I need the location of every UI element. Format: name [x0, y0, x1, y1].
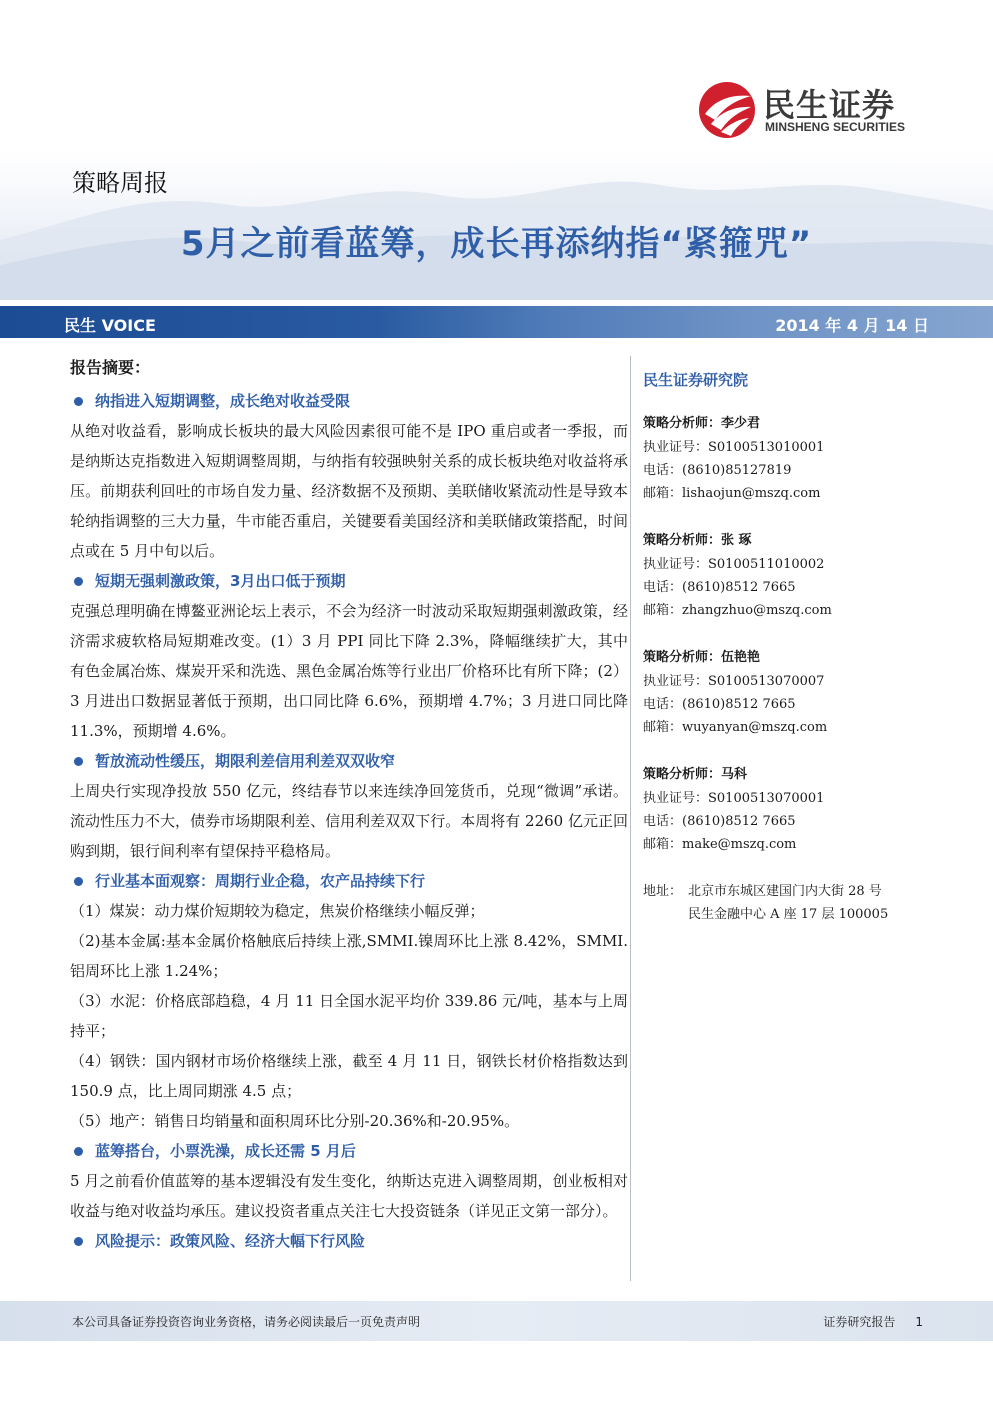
page-number: 1: [915, 1315, 923, 1329]
minsheng-logo-icon: [697, 80, 757, 140]
analyst-phone: 电话：(8610)85127819: [643, 463, 792, 478]
abstract-column: [70, 356, 628, 1256]
analyst-email[interactable]: 邮箱：lishaojun@mszq.com: [643, 486, 821, 501]
column-divider: [630, 356, 631, 1281]
series-name: 民生 VOICE: [64, 316, 156, 335]
address-block: [643, 880, 943, 926]
section-heading: [70, 746, 628, 776]
logo-chinese-name: 民生证券: [763, 86, 896, 124]
address-line: 民生金融中心 A 座 17 层 100005: [688, 907, 889, 922]
report-date: 2014 年 4 月 14 日: [775, 316, 929, 335]
abstract-section: [70, 746, 628, 866]
abstract-heading: 报告摘要：: [70, 358, 151, 377]
abstract-section: [70, 866, 628, 1136]
analyst-phone: 电话：(8610)8512 7665: [643, 814, 796, 829]
section-heading-text: 行业基本面观察：周期行业企稳，农产品持续下行: [95, 872, 426, 890]
section-heading: [70, 1136, 628, 1166]
address-label: 地址：: [643, 884, 683, 899]
analyst-card: [643, 412, 943, 505]
footer-right: [803, 1313, 923, 1330]
analyst-name: 策略分析师：张 琢: [643, 533, 752, 548]
analyst-name: 策略分析师：马科: [643, 767, 748, 782]
section-heading: [70, 566, 628, 596]
section-paragraph: 克强总理明确在博鳌亚洲论坛上表示，不会为经济一时波动采取短期强刺激政策，经济需求疲软格局短期难改变。(1）3 月 PPI 同比下降 2.3%，降幅继续扩大，其中有色金属冶炼、煤炭开采和洗选、黑色金属冶炼等行业出厂价格环比有所下降；(2）3 月进出口数据显著低于预期，出口同比降 6.6%，预期增 4.7%；3 月进口同比降 11.3%，预期增 4.6%。: [70, 602, 628, 740]
document-type: 策略周报: [72, 169, 168, 197]
footer-report-type: 证券研究报告: [823, 1315, 896, 1329]
section-heading-text: 风险提示：政策风险、经济大幅下行风险: [95, 1232, 366, 1250]
bullet-icon: [74, 1147, 83, 1156]
series-bar: [0, 306, 993, 338]
analyst-license: 执业证号：S0100513070007: [643, 674, 825, 689]
section-heading: [70, 866, 628, 896]
logo-english-name: MINSHENG SECURITIES: [765, 120, 906, 134]
footer-disclaimer: 本公司具备证券投资咨询业务资格，请务必阅读最后一页免责声明: [72, 1315, 421, 1329]
industry-item-steel: （4）钢铁：国内钢材市场价格继续上涨，截至 4 月 11 日，钢铁长材价格指数达到 150.9 点，比上周同期涨 4.5 点；: [70, 1052, 628, 1100]
analyst-sidebar: [643, 366, 943, 926]
address-lines: [688, 880, 888, 926]
bullet-icon: [74, 577, 83, 586]
section-heading-text: 暂放流动性缓压，期限利差信用利差双双收窄: [95, 752, 396, 770]
section-paragraph: 5 月之前看价值蓝筹的基本逻辑没有发生变化，纳斯达克进入调整周期，创业板相对收益与绝对收益均承压。建议投资者重点关注七大投资链条（详见正文第一部分）。: [70, 1172, 628, 1220]
analyst-name: 策略分析师：李少君: [643, 416, 761, 431]
analyst-email[interactable]: 邮箱：wuyanyan@mszq.com: [643, 720, 828, 735]
section-heading-text: 短期无强刺激政策，3月出口低于预期: [95, 572, 346, 590]
section-paragraph: 上周央行实现净投放 550 亿元，终结春节以来连续净回笼货币，兑现“微调”承诺。流动性压力不大，债券市场期限利差、信用利差双双下行。本周将有 2260 亿元正回购到期，银行间利率有望保持平稳格局。: [70, 782, 628, 860]
bullet-icon: [74, 757, 83, 766]
abstract-section: [70, 1136, 628, 1226]
bullet-icon: [74, 877, 83, 886]
section-heading: [70, 1226, 628, 1256]
analyst-license: 执业证号：S0100511010002: [643, 557, 825, 572]
analyst-email[interactable]: 邮箱：zhangzhuo@mszq.com: [643, 603, 832, 618]
report-title: 5月之前看蓝筹，成长再添纳指“紧箍咒”: [180, 224, 813, 264]
section-heading-text: 蓝筹搭台，小票洗澡，成长还需 5 月后: [95, 1142, 356, 1160]
analyst-name: 策略分析师：伍艳艳: [643, 650, 761, 665]
industry-item-metals: （2)基本金属:基本金属价格触底后持续上涨,SMMI.镍周环比上涨 8.42%，SMMI.铝周环比上涨 1.24%；: [70, 932, 628, 980]
institute-name: 民生证券研究院: [643, 371, 749, 389]
address-line: 北京市东城区建国门内大街 28 号: [688, 884, 882, 899]
industry-item-coal: （1）煤炭：动力煤价短期较为稳定，焦炭价格继续小幅反弹；: [70, 902, 485, 920]
section-paragraph: 从绝对收益看，影响成长板块的最大风险因素很可能不是 IPO 重启或者一季报，而是纳斯达克指数进入短期调整周期，与纳指有较强映射关系的成长板块绝对收益将承压。前期获利回吐的市场自发力量、经济数据不及预期、美联储收紧流动性是导致本轮纳指调整的三大力量，牛市能否重启，关键要看美国经济和美联储政策搭配，时间点或在 5 月中旬以后。: [70, 422, 628, 560]
company-logo: [697, 80, 922, 140]
industry-item-property: （5）地产：销售日均销量和面积周环比分别-20.36%和-20.95%。: [70, 1112, 520, 1130]
section-heading-text: 纳指进入短期调整，成长绝对收益受限: [95, 392, 351, 410]
analyst-email[interactable]: 邮箱：make@mszq.com: [643, 837, 797, 852]
page-footer: [0, 1301, 993, 1341]
analyst-card: [643, 763, 943, 856]
analyst-license: 执业证号：S0100513070001: [643, 791, 825, 806]
bullet-icon: [74, 1237, 83, 1246]
analyst-card: [643, 646, 943, 739]
analyst-license: 执业证号：S0100513010001: [643, 440, 825, 455]
abstract-section: [70, 386, 628, 566]
analyst-card: [643, 529, 943, 622]
abstract-section: [70, 1226, 628, 1256]
analyst-phone: 电话：(8610)8512 7665: [643, 580, 796, 595]
industry-item-cement: （3）水泥：价格底部趋稳，4 月 11 日全国水泥平均价 339.86 元/吨，基本与上周持平；: [70, 992, 628, 1040]
abstract-section: [70, 566, 628, 746]
section-heading: [70, 386, 628, 416]
analyst-phone: 电话：(8610)8512 7665: [643, 697, 796, 712]
bullet-icon: [74, 397, 83, 406]
